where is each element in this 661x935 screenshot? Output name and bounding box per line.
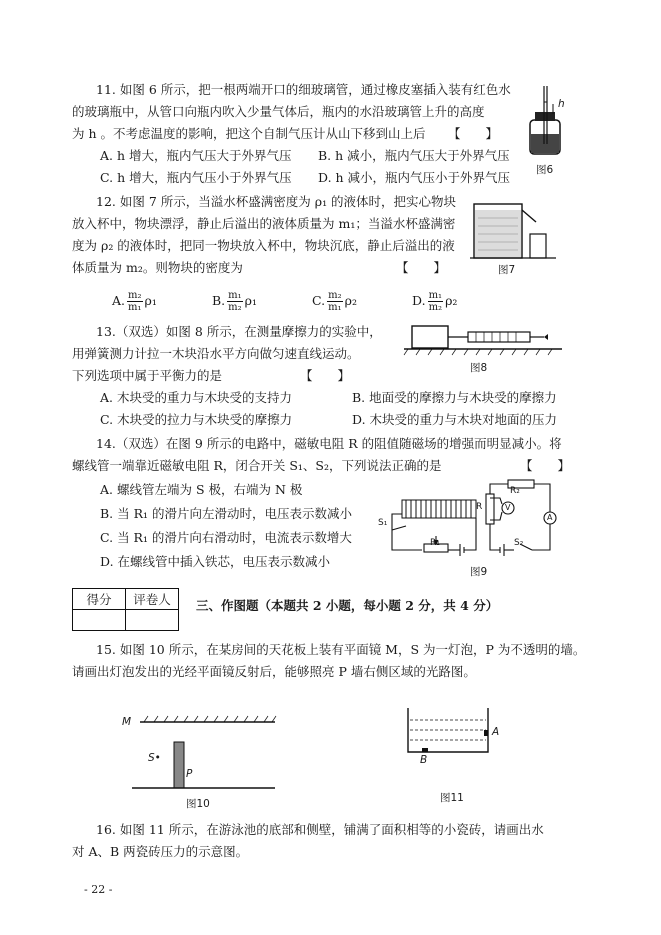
fig8-caption: 图8 (470, 362, 488, 374)
q12-line2: 放入杯中，物块漂浮，静止后溢出的液体质量为 m₁；当溢水杯盛满密 (72, 216, 456, 231)
fig9-label-r2: R₂ (510, 486, 520, 496)
q13-option-b: B. 地面受的摩擦力与木块受的摩擦力 (352, 390, 557, 405)
fig10-label-mirror: M (122, 716, 132, 728)
fig10-label-bulb: S• (148, 752, 161, 764)
q14-option-c: C. 当 R₁ 的滑片向右滑动时，电流表示数增大 (100, 530, 352, 545)
q11-line3: 为 h 。不考虑温度的影响，把这个自制气压计从山下移到山上后 (72, 126, 426, 141)
figure-10-mirror-wall (130, 708, 280, 794)
q12-answer-bracket[interactable]: 【 】 (396, 260, 447, 275)
page-number: - 22 - (84, 883, 113, 896)
q11-line1: 11. 如图 6 所示，把一根两端开口的细玻璃管，通过橡皮塞插入装有红色水 (96, 82, 511, 97)
score-box-header-score: 得分 (73, 589, 126, 610)
figure-6-bottle-barometer (520, 82, 570, 162)
q11-answer-bracket[interactable]: 【 】 (448, 126, 499, 141)
q15-line1: 15. 如图 10 所示，在某房间的天花板上装有平面镜 M，S 为一灯泡，P 为不透明的墙。 (96, 642, 586, 657)
fig7-caption: 图7 (498, 264, 516, 276)
fig6-caption: 图6 (536, 164, 554, 176)
figure-7-overflow-cup (470, 200, 560, 262)
q11-option-b: B. h 减小，瓶内气压大于外界气压 (318, 148, 510, 163)
q13-option-d: D. 木块受的重力与木块对地面的压力 (352, 412, 558, 427)
q14-option-b: B. 当 R₁ 的滑片向左滑动时，电压表示数减小 (100, 506, 353, 521)
q11-option-a: A. h 增大，瓶内气压大于外界气压 (100, 148, 292, 163)
q13-line1: 13.（双选）如图 8 所示，在测量摩擦力的实验中， (96, 324, 382, 339)
fig9-label-s1: S₁ (378, 518, 388, 528)
figure-11-swimming-pool (404, 706, 494, 758)
section-3-title: 三、作图题（本题共 2 小题，每小题 2 分，共 4 分） (196, 598, 499, 613)
fig9-label-s2: S₂ (514, 538, 524, 548)
q16-line1: 16. 如图 11 所示，在游泳池的底部和侧壁，铺满了面积相等的小瓷砖，请画出水 (96, 822, 544, 837)
fig9-label-r1: R₁ (430, 538, 440, 548)
q14-answer-bracket[interactable]: 【 】 (520, 458, 571, 473)
fig9-voltmeter-label: V (505, 503, 511, 512)
q14-option-d: D. 在螺线管中插入铁芯，电压表示数减小 (100, 554, 331, 569)
q12-line4: 体质量为 m₂。则物块的密度为 (72, 260, 243, 275)
score-box-header-grader: 评卷人 (126, 589, 179, 610)
score-box (72, 588, 179, 631)
q11-option-d: D. h 减小，瓶内气压小于外界气压 (318, 170, 511, 185)
q16-line2: 对 A、B 两瓷砖压力的示意图。 (72, 844, 249, 859)
q13-line3: 下列选项中属于平衡力的是 (72, 368, 223, 383)
q13-option-c: C. 木块受的拉力与木块受的摩擦力 (100, 412, 293, 427)
q12-line1: 12. 如图 7 所示，当溢水杯盛满密度为 ρ₁ 的液体时，把实心物块 (96, 194, 457, 209)
fig9-ammeter-label: A (547, 513, 553, 522)
fig10-label-wall: P (186, 768, 193, 780)
q14-option-a: A. 螺线管左端为 S 极，右端为 N 极 (100, 482, 303, 497)
q14-line1: 14.（双选）在图 9 所示的电路中，磁敏电阻 R 的阻值随磁场的增强而明显减小。将 (96, 436, 562, 451)
fig9-caption: 图9 (470, 566, 488, 578)
q12-option-a: A. $\frac{\text{m₂}}{\text{m₁}}$ ρ₁ (112, 290, 157, 313)
fig11-caption: 图11 (440, 792, 464, 804)
figure-9-circuit (382, 478, 562, 562)
q12-line3: 度为 ρ₂ 的液体时，把同一物块放入杯中，物块沉底，静止后溢出的液 (72, 238, 455, 253)
q12-option-b: B. $\frac{\text{m₁}}{\text{m₂}}$ ρ₁ (212, 290, 258, 313)
score-box-score-cell[interactable] (73, 610, 126, 631)
q13-option-a: A. 木块受的重力与木块受的支持力 (100, 390, 292, 405)
q11-line2: 的玻璃瓶中，从管口向瓶内吹入少量气体后，瓶内的水沿玻璃管上升的高度 (72, 104, 485, 119)
fig9-label-r: R (476, 502, 483, 512)
q12-option-c: C. $\frac{\text{m₂}}{\text{m₁}}$ ρ₂ (312, 290, 357, 313)
fig6-h-label: h (558, 98, 565, 110)
fig11-label-a: A (492, 726, 500, 738)
q14-line2: 螺线管一端靠近磁敏电阻 R，闭合开关 S₁、S₂，下列说法正确的是 (72, 458, 442, 473)
q13-line2: 用弹簧测力计拉一木块沿水平方向做匀速直线运动。 (72, 346, 360, 361)
fig11-label-b: B (420, 754, 428, 766)
fig10-caption: 图10 (186, 798, 210, 810)
q11-option-c: C. h 增大，瓶内气压小于外界气压 (100, 170, 292, 185)
q12-option-d: D. $\frac{\text{m₁}}{\text{m₂}}$ ρ₂ (412, 290, 458, 313)
q15-line2: 请画出灯泡发出的光经平面镜反射后，能够照亮 P 墙右侧区域的光路图。 (72, 664, 476, 679)
score-box-grader-cell[interactable] (126, 610, 179, 631)
figure-8-friction-setup (404, 322, 564, 356)
q13-answer-bracket[interactable]: 【 】 (300, 368, 351, 383)
